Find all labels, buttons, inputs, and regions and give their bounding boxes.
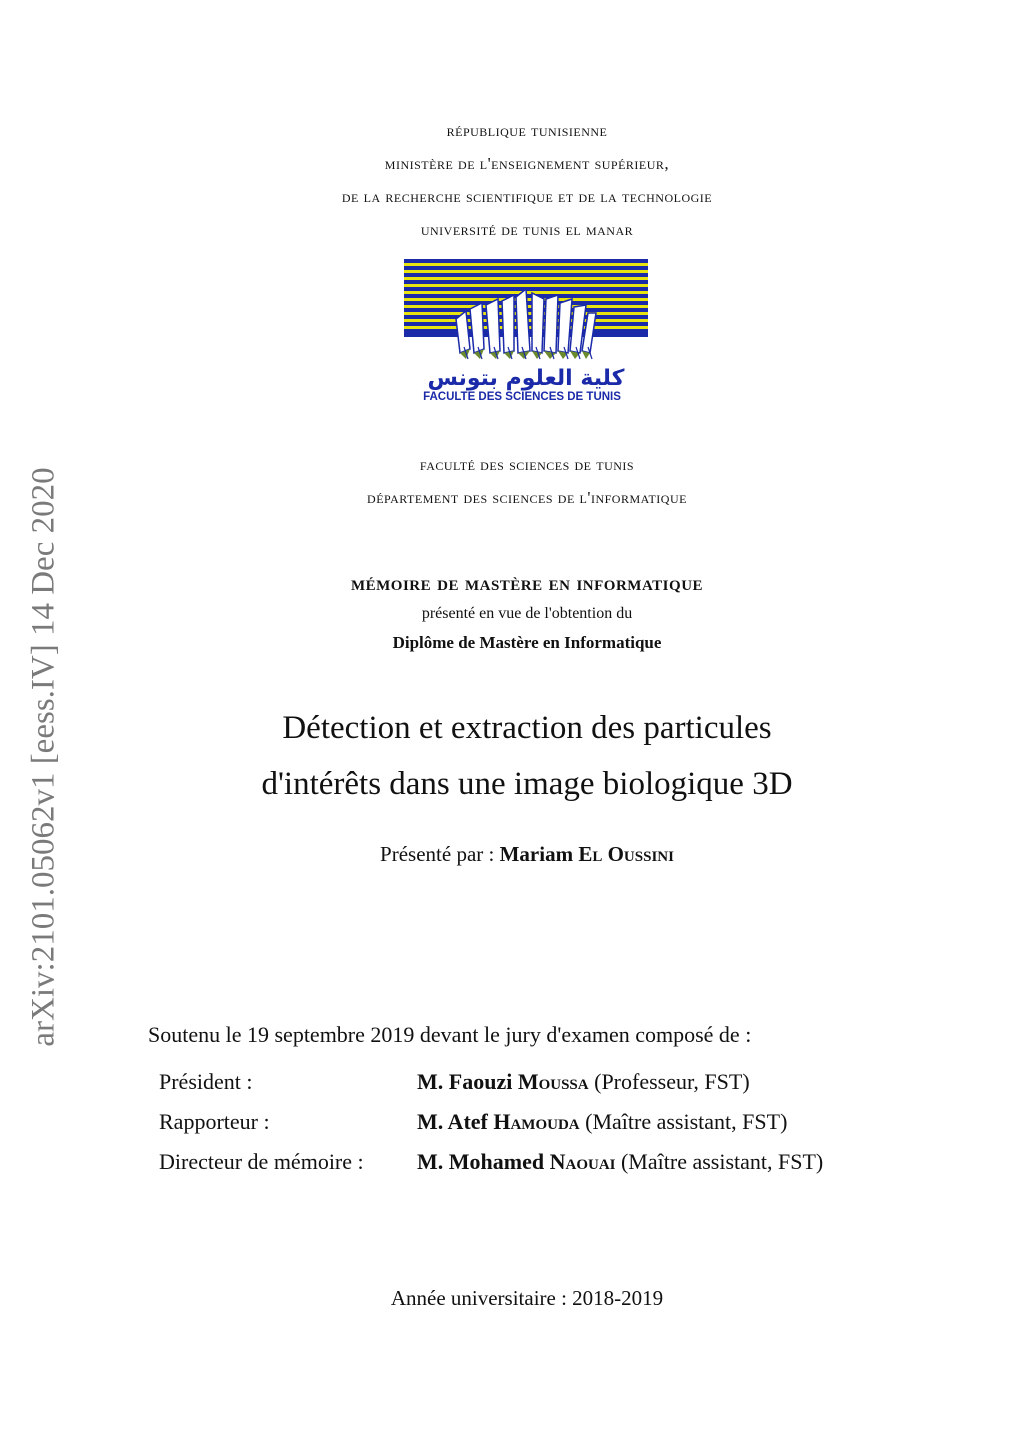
header-university: université de tunis el manar: [420, 220, 634, 239]
author-last-name: El Oussini: [578, 842, 674, 866]
diploma-name: Diplôme de Mastère en Informatique: [392, 633, 662, 652]
jury-member-lastname: Naouai: [549, 1149, 616, 1174]
presenter-line: [0, 842, 1024, 867]
jury-role: Rapporteur :: [159, 1109, 270, 1134]
jury-member: [417, 1149, 823, 1175]
faculty-block: [0, 448, 1024, 514]
jury-member: [417, 1069, 750, 1095]
jury-row-director: [159, 1142, 823, 1182]
thesis-title: [0, 700, 1024, 812]
memoire-subtitle: présenté en vue de l'obtention du: [421, 605, 633, 622]
memoire-block: [0, 566, 1024, 658]
memoire-title: mémoire de mastère en informatique: [350, 570, 704, 595]
jury-member-lastname: Moussa: [517, 1069, 589, 1094]
jury-role: Président :: [159, 1069, 253, 1094]
jury-row-rapporteur: [159, 1102, 823, 1142]
jury-intro: Soutenu le 19 septembre 2019 devant le jury d'examen composé de :: [148, 1022, 752, 1047]
jury-table: [159, 1062, 823, 1182]
jury-member-name: M. Faouzi: [417, 1069, 513, 1094]
jury-member-affiliation: (Maître assistant, FST): [585, 1109, 788, 1134]
thesis-title-line-2: d'intérêts dans une image biologique 3D: [261, 766, 793, 802]
institution-header: [0, 114, 1024, 246]
jury-member-name: M. Mohamed: [417, 1149, 545, 1174]
jury-member-name: M. Atef: [417, 1109, 488, 1134]
arxiv-identifier-stamp: arXiv:2101.05062v1 [eess.IV] 14 Dec 2020: [25, 467, 62, 1047]
header-republic: république tunisienne: [446, 121, 608, 140]
header-ministry: ministère de l'enseignement supérieur,: [384, 154, 670, 173]
jury-row-president: [159, 1062, 823, 1102]
faculty-name: faculté des sciences de tunis: [419, 455, 635, 474]
thesis-title-line-1: Détection et extraction des particules: [282, 710, 772, 746]
academic-year: Année universitaire : 2018-2019: [390, 1286, 664, 1310]
logo-latin-text: FACULTE DES SCIENCES DE TUNIS: [423, 391, 621, 403]
jury-role: Directeur de mémoire :: [159, 1149, 364, 1174]
presenter-label: Présenté par :: [380, 842, 495, 866]
department-name: département des sciences de l'informatique: [367, 488, 687, 507]
faculty-logo-graphic: [404, 259, 648, 403]
jury-member-lastname: Hamouda: [493, 1109, 580, 1134]
jury-member-affiliation: (Maître assistant, FST): [620, 1149, 824, 1174]
faculty-logo: [404, 259, 648, 403]
author-first-name: Mariam: [499, 842, 574, 866]
jury-member: [417, 1109, 787, 1135]
header-research: de la recherche scientifique et de la technologie: [341, 187, 713, 206]
jury-member-affiliation: (Professeur, FST): [594, 1069, 750, 1094]
logo-arabic-text: كلية العلوم بتونس: [427, 366, 625, 391]
